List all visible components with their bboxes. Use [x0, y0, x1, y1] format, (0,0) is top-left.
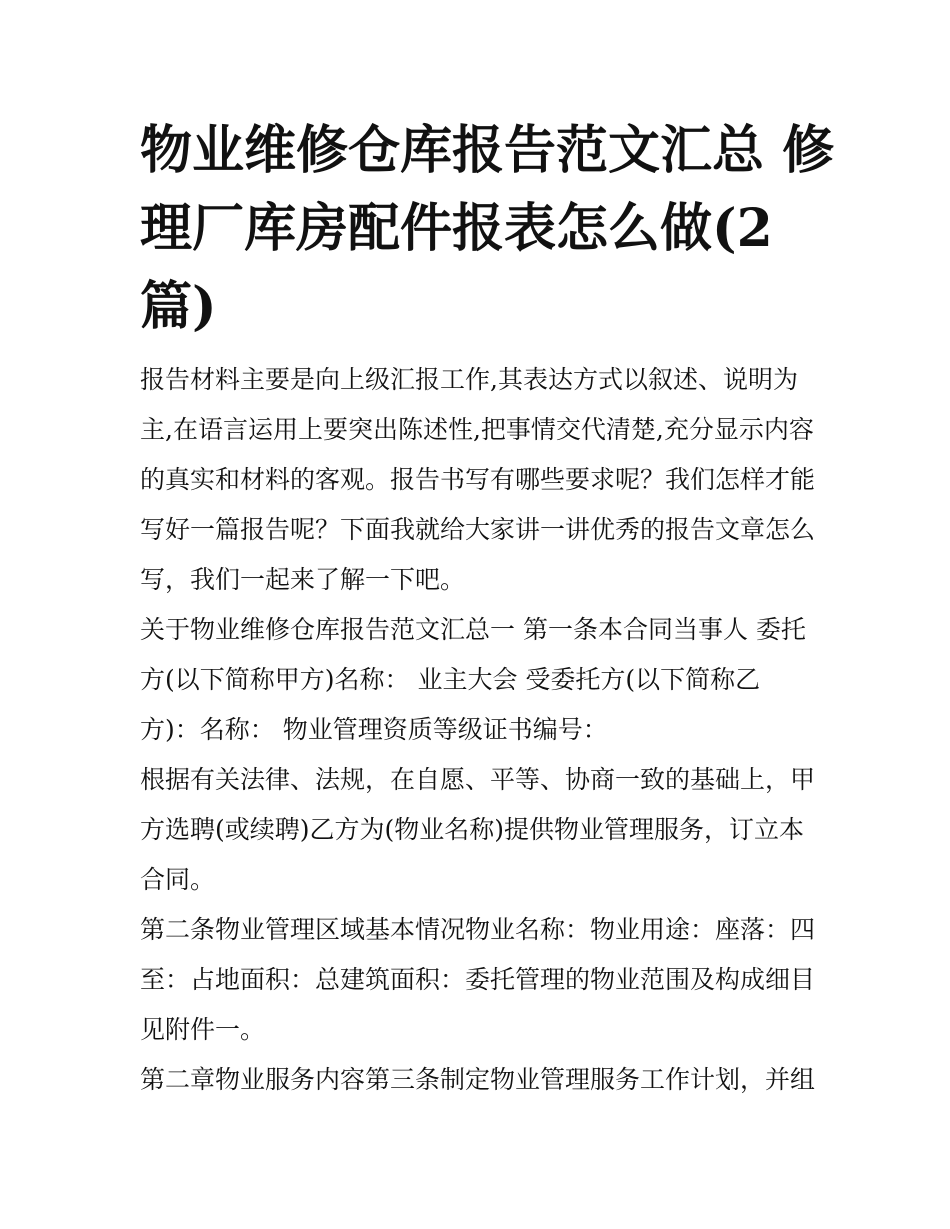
text-line: 第二章物业服务内容第三条制定物业管理服务工作计划，并组	[140, 1065, 816, 1094]
text-line: 见附件一。	[140, 1015, 266, 1044]
text-line: 报告材料主要是向上级汇报工作,其表达方式以叙述、说明为	[140, 365, 798, 394]
text-line: 写，我们一起来了解一下吧。	[140, 565, 466, 594]
text-line: 主,在语言运用上要突出陈述性,把事情交代清楚,充分显示内容	[140, 415, 814, 444]
document-title	[140, 112, 835, 346]
text-line: 合同。	[140, 865, 216, 894]
title-line: 篇)	[140, 276, 217, 337]
text-line: 关于物业维修仓库报告范文汇总一 第一条本合同当事人 委托	[140, 615, 806, 644]
text-line: 的真实和材料的客观。报告书写有哪些要求呢？我们怎样才能	[140, 465, 816, 494]
text-line: 方)：名称： 物业管理资质等级证书编号：	[140, 715, 608, 744]
text-line: 第二条物业管理区域基本情况物业名称：物业用途：座落：四	[140, 915, 816, 944]
document-body	[140, 355, 820, 1105]
paragraph-parties	[140, 605, 820, 755]
text-line: 方(以下简称甲方)名称： 业主大会 受委托方(以下简称乙	[140, 665, 761, 694]
text-line: 根据有关法律、法规，在自愿、平等、协商一致的基础上，甲	[140, 765, 816, 794]
text-line: 至：占地面积：总建筑面积：委托管理的物业范围及构成细目	[140, 965, 816, 994]
title-line: 物业维修仓库报告范文汇总 修	[140, 120, 835, 181]
paragraph-chapter-2	[140, 1055, 820, 1105]
title-line: 理厂库房配件报表怎么做(2	[140, 198, 773, 259]
text-line: 方选聘(或续聘)乙方为(物业名称)提供物业管理服务，订立本	[140, 815, 805, 844]
paragraph-article-2	[140, 905, 820, 1055]
text-line: 写好一篇报告呢？下面我就给大家讲一讲优秀的报告文章怎么	[140, 515, 816, 544]
paragraph-basis	[140, 755, 820, 905]
paragraph-intro	[140, 355, 820, 605]
